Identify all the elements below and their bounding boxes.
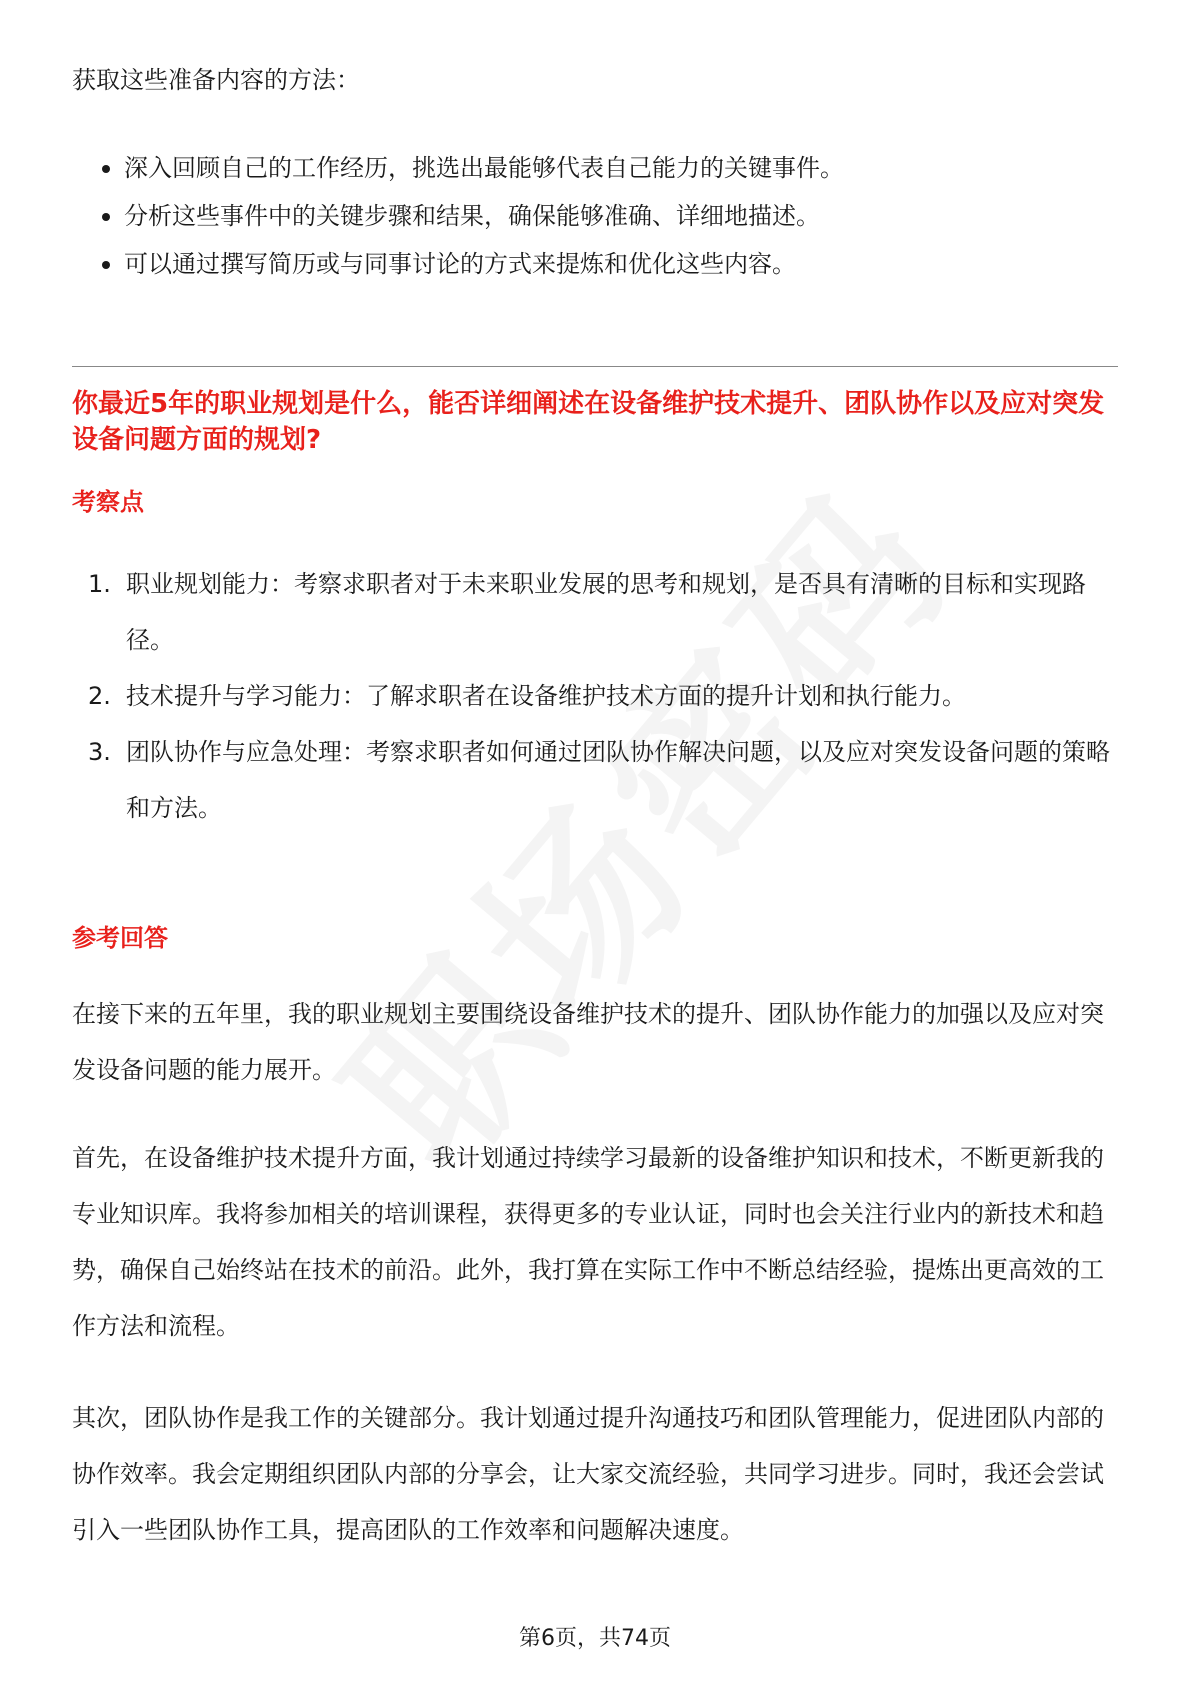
intro-text: 获取这些准备内容的方法： (72, 66, 360, 94)
page-footer: 第6页，共74页 (519, 1626, 671, 1651)
point-number: 3. (88, 738, 111, 766)
answer-paragraph: 首先，在设备维护技术提升方面，我计划通过持续学习最新的设备维护知识和技术，不断更新我的专业知识库。我将参加相关的培训课程，获得更多的专业认证，同时也会关注行业内的新技术和趋势，确保自己始终站在技术的前沿。此外，我打算在实际工作中不断总结经验，提炼出更高效的工作方法和流程。 (72, 1144, 1104, 1340)
reference-answer-title: 参考回答 (72, 924, 168, 952)
point-text: 团队协作与应急处理：考察求职者如何通过团队协作解决问题，以及应对突发设备问题的策略和方法。 (126, 738, 1110, 822)
point-number: 1. (88, 570, 111, 598)
answer-paragraph: 在接下来的五年里，我的职业规划主要围绕设备维护技术的提升、团队协作能力的加强以及应对突发设备问题的能力展开。 (72, 1000, 1104, 1084)
assessment-points-title: 考察点 (72, 488, 144, 516)
document-page (72, 0, 1118, 1684)
bullet-item: 深入回顾自己的工作经历，挑选出最能够代表自己能力的关键事件。 (72, 150, 1072, 198)
assessment-point (72, 668, 1118, 724)
point-text: 职业规划能力：考察求职者对于未来职业发展的思考和规划，是否具有清晰的目标和实现路径。 (126, 570, 1086, 654)
assessment-points-list (72, 556, 1118, 836)
bullet-item: 可以通过撰写简历或与同事讨论的方式来提炼和优化这些内容。 (72, 246, 1072, 294)
point-number: 2. (88, 682, 111, 710)
section-divider (72, 366, 1118, 367)
assessment-point (72, 724, 1118, 836)
assessment-point (72, 556, 1118, 668)
question-heading: 你最近5年的职业规划是什么，能否详细阐述在设备维护技术提升、团队协作以及应对突发设备问题方面的规划? (72, 389, 1105, 455)
bullet-list (72, 150, 1072, 294)
bullet-item: 分析这些事件中的关键步骤和结果，确保能够准确、详细地描述。 (72, 198, 1072, 246)
answer-paragraph: 其次，团队协作是我工作的关键部分。我计划通过提升沟通技巧和团队管理能力，促进团队内部的协作效率。我会定期组织团队内部的分享会，让大家交流经验，共同学习进步。同时，我还会尝试引入一些团队协作工具，提高团队的工作效率和问题解决速度。 (72, 1404, 1104, 1544)
point-text: 技术提升与学习能力：了解求职者在设备维护技术方面的提升计划和执行能力。 (126, 682, 966, 710)
